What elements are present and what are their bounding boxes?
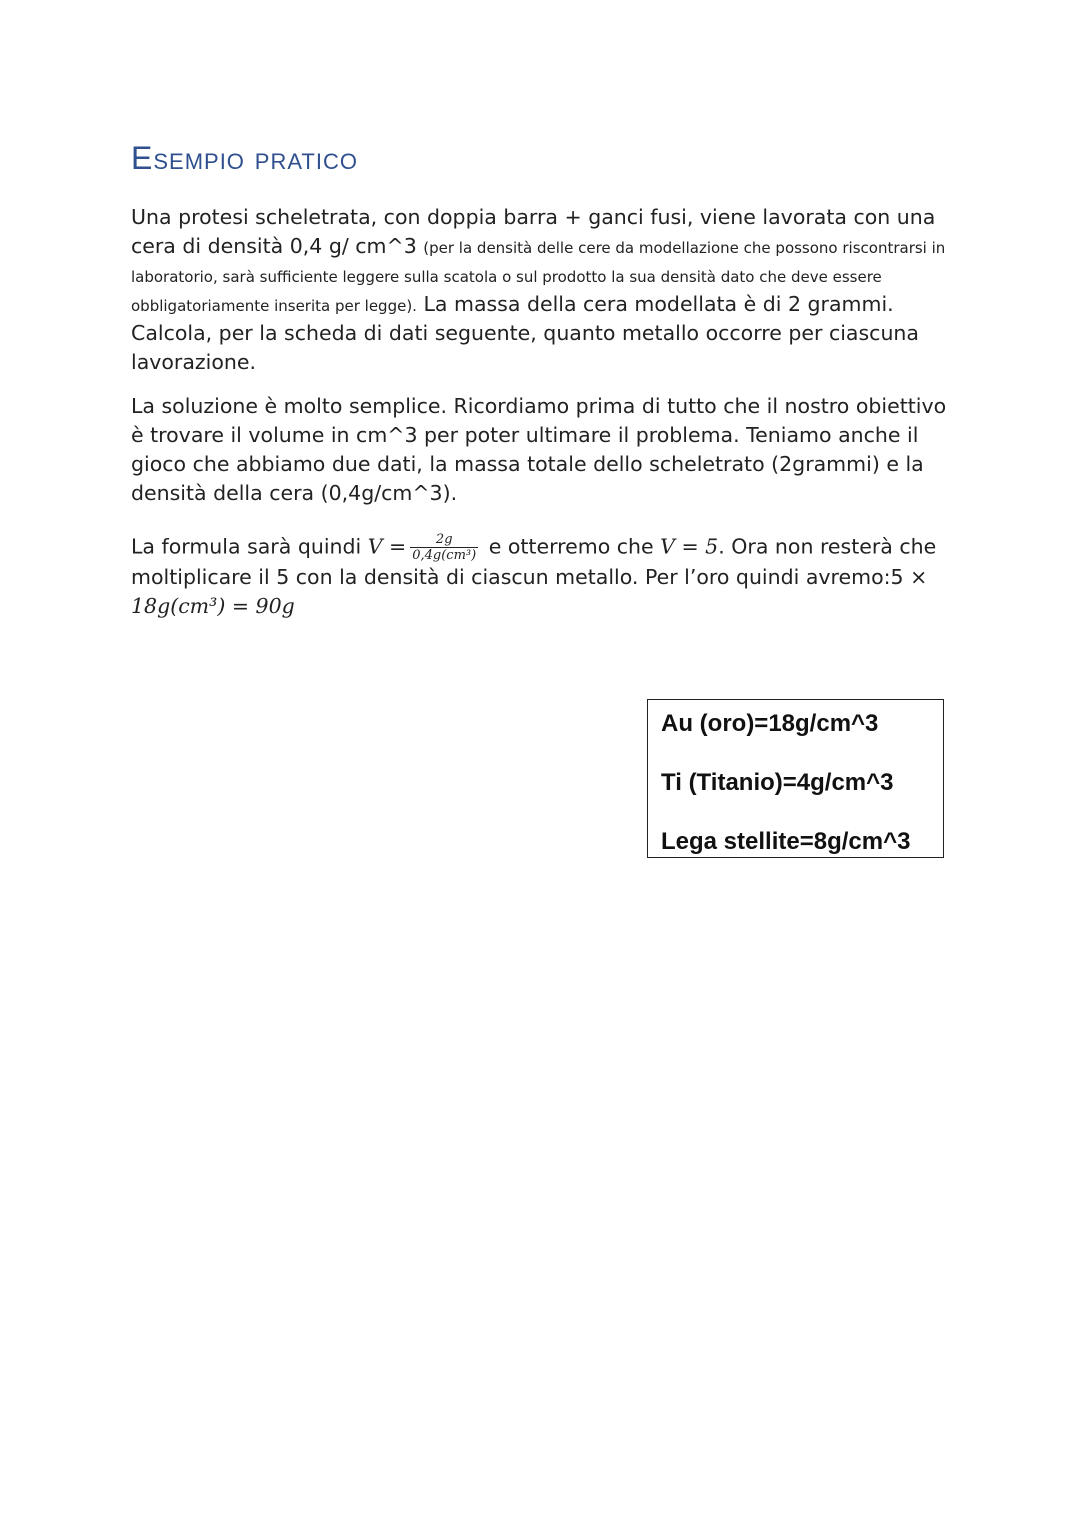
fraction-numerator: 2g xyxy=(435,532,453,547)
density-row-titanium: Ti (Titanio)=4g/cm^3 xyxy=(661,769,894,796)
problem-text-end: La massa della cera modellata è di 2 grammi. Calcola, per la scheda di dati seguente, quanto metallo occorre per ciascuna lavorazione. xyxy=(131,292,919,374)
density-table xyxy=(647,699,944,858)
problem-paragraph xyxy=(131,203,961,377)
problem-note: (per la densità delle cere da modellazione che possono riscontrarsi in laboratorio, sarà sufficiente leggere sulla scatola o sul prodotto la sua densità dato che deve essere obbligatoriamente inserita per legge). xyxy=(131,239,946,315)
formula-lhs: V = xyxy=(367,534,407,559)
formula-paragraph xyxy=(131,532,961,621)
fraction-denominator: 0,4g(cm³) xyxy=(412,548,477,563)
volume-result: V = 5 xyxy=(660,534,719,559)
density-row-stellite: Lega stellite=8g/cm^3 xyxy=(661,828,911,855)
gold-calculation: 18g(cm³) = 90g xyxy=(131,594,295,618)
formula-tail: . Ora non resterà che moltiplicare il 5 con la densità di ciascun metallo. Per l’oro quindi avremo:5 × xyxy=(131,534,937,589)
formula-fraction xyxy=(410,532,478,563)
solution-paragraph: La soluzione è molto semplice. Ricordiamo prima di tutto che il nostro obiettivo è trovare il volume in cm^3 per poter ultimare il problema. Teniamo anche il gioco che abbiamo due dati, la massa totale dello scheletrato (2grammi) e la densità della cera (0,4g/cm^3). xyxy=(131,394,947,505)
problem-text-start: Una protesi scheletrata, con doppia barra + ganci fusi, viene lavorata con una cera di densità 0,4 g/ cm^3 xyxy=(131,205,936,258)
section-heading: Esempio pratico xyxy=(131,140,358,176)
formula-lead: La formula sarà quindi xyxy=(131,534,368,559)
formula-mid: e otterremo che xyxy=(482,534,661,559)
density-row-gold: Au (oro)=18g/cm^3 xyxy=(661,710,879,737)
